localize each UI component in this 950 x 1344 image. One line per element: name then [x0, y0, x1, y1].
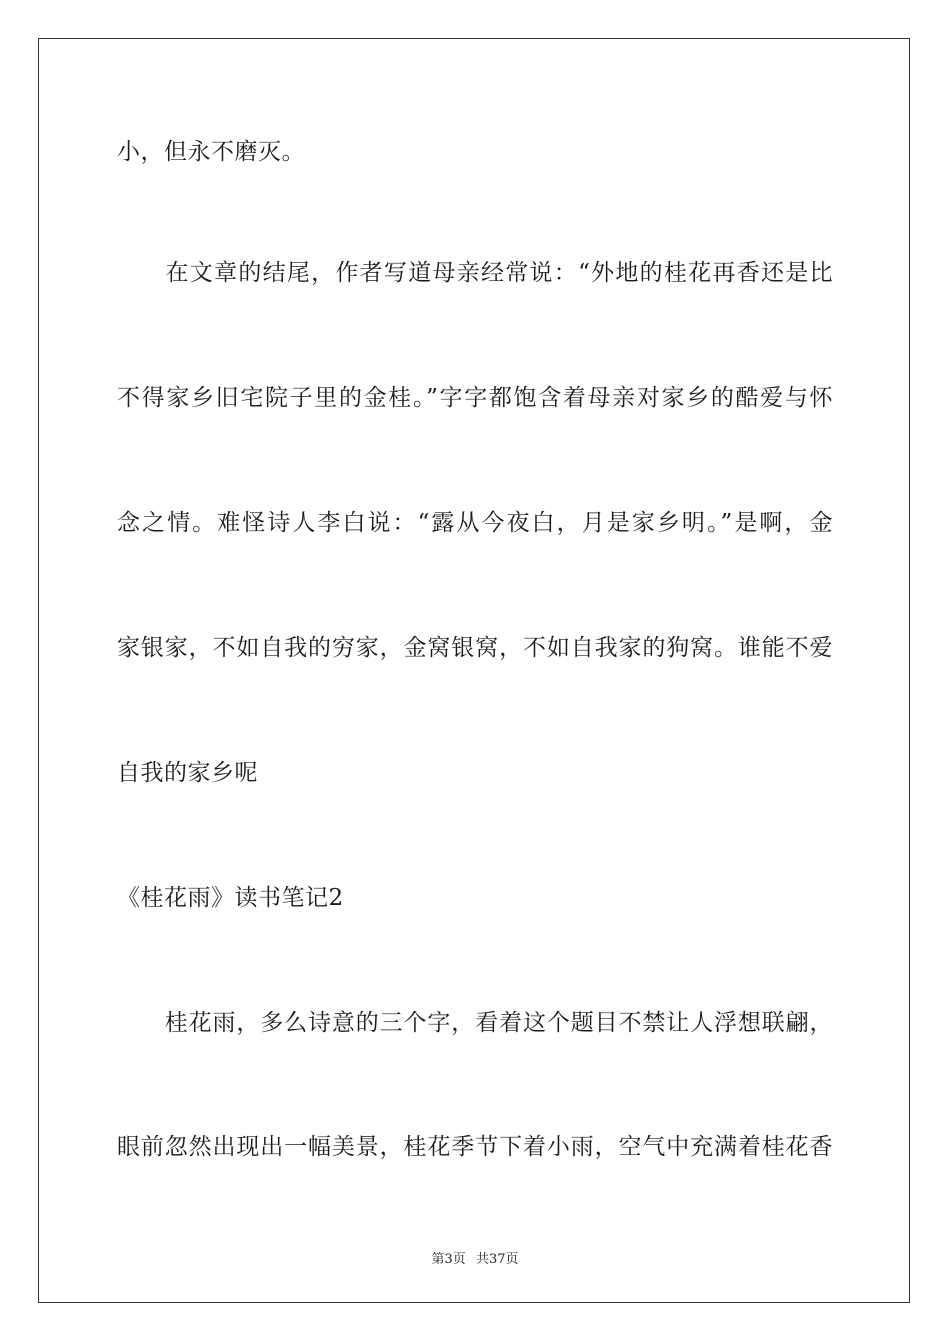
page-border [38, 38, 910, 1303]
paragraph-line: 自我的家乡呢 [117, 760, 258, 786]
paragraph-line: 家银家，不如自我的穷家，金窝银窝，不如自我家的狗窝。谁能不爱 [117, 635, 833, 661]
paragraph-line: 小，但永不磨灭。 [117, 139, 305, 165]
total-pages: 共37页 [475, 1252, 519, 1267]
paragraph-line: 念之情。难怪诗人李白说：“露从今夜白，月是家乡明。”是啊，金 [117, 510, 833, 536]
paragraph-line: 眼前忽然出现出一幅美景，桂花季节下着小雨，空气中充满着桂花香 [117, 1134, 833, 1160]
paragraph-line: 在文章的结尾，作者写道母亲经常说：“外地的桂花再香还是比 [117, 260, 833, 286]
page-footer [0, 1248, 950, 1267]
paragraph-line: 不得家乡旧宅院子里的金桂。”字字都饱含着母亲对家乡的酷爱与怀 [117, 385, 833, 411]
paragraph-line: 桂花雨，多么诗意的三个字，看着这个题目不禁让人浮想联翩， [117, 1010, 833, 1036]
page-number: 第3页 [431, 1252, 466, 1267]
section-heading: 《桂花雨》读书笔记2 [117, 885, 344, 911]
